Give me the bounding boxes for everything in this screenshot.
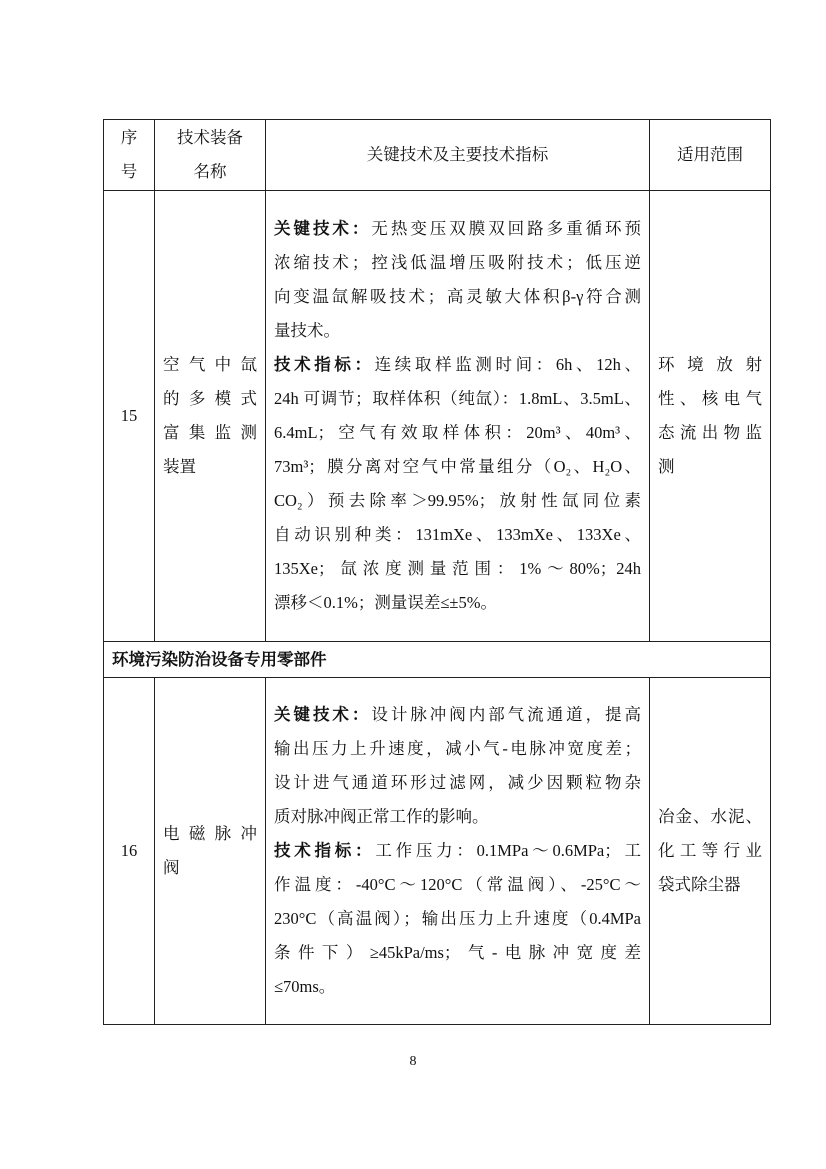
text: 量技术。: [274, 321, 340, 340]
text: 装置: [163, 457, 196, 476]
text: 设计脉冲阀内部气流通道，提高: [371, 705, 642, 724]
spec-line: [274, 936, 641, 970]
text: 6.4mL；空气有效取样体积：20m³、40m³、: [274, 423, 641, 442]
text: 无热变压双膜双回路多重循环预: [371, 219, 642, 238]
spec-line: [274, 970, 641, 1004]
scope-line: [658, 348, 762, 382]
spec-line: [274, 586, 641, 620]
tech-details: [266, 191, 650, 642]
text: 条件下）≥45kPa/ms；气-电脉冲宽度差: [274, 943, 641, 962]
header-name-line: 名称: [193, 162, 227, 181]
spec-line: [274, 902, 641, 936]
text: 向变温氙解吸技术；高灵敏大体积β-γ符合测: [274, 287, 641, 306]
name-line: [163, 851, 257, 885]
text: 空气中氙: [163, 355, 257, 374]
page-number: 8: [409, 1054, 417, 1069]
table-header-row: [104, 120, 771, 191]
application-scope: [650, 678, 771, 1025]
spec-line: [274, 450, 641, 484]
key-tech-line: [274, 314, 641, 348]
text: 冶金、水泥、: [658, 807, 762, 826]
scope-line: [658, 382, 762, 416]
text: 测: [658, 457, 675, 476]
key-tech-line: [274, 212, 641, 246]
text: 230°C（高温阀）；输出压力上升速度（0.4MPa: [274, 909, 641, 928]
application-scope: [650, 191, 771, 642]
header-index: [104, 120, 155, 191]
scope-line: [658, 416, 762, 450]
text: 质对脉冲阀正常工作的影响。: [274, 807, 489, 826]
header-tech: 关键技术及主要技术指标: [266, 120, 650, 191]
text: 输出压力上升速度，减小气-电脉冲宽度差；: [274, 739, 641, 758]
name-line: [163, 348, 257, 382]
label: 关键技术：: [274, 705, 372, 724]
text: 电磁脉冲: [163, 824, 257, 843]
spec-line: [274, 552, 641, 586]
spec-line: [274, 348, 641, 382]
spec-line: [274, 484, 641, 518]
key-tech-line: [274, 698, 641, 732]
tech-details: [266, 678, 650, 1025]
table-row: [104, 678, 771, 1025]
scope-line: [658, 800, 762, 834]
name-line: [163, 817, 257, 851]
key-tech-line: [274, 246, 641, 280]
text: 的多模式: [163, 389, 257, 408]
text: CO₂）预去除率＞99.95%；放射性氙同位素: [274, 491, 641, 510]
text: 工作压力：0.1MPa～0.6MPa；工: [375, 841, 642, 860]
header-name-line: 技术装备: [177, 128, 243, 147]
scope-line: [658, 868, 762, 902]
header-name: [155, 120, 266, 191]
table-row: [104, 191, 771, 642]
text: 环境放射: [658, 355, 762, 374]
text: 135Xe；氙浓度测量范围：1%～80%；24h: [274, 559, 641, 578]
key-tech-line: [274, 732, 641, 766]
spec-line: [274, 518, 641, 552]
text: 阀: [163, 858, 180, 877]
name-line: [163, 450, 257, 484]
equipment-name: [155, 678, 266, 1025]
equipment-name: [155, 191, 266, 642]
text: 连续取样监测时间：6h、12h、: [374, 355, 642, 374]
text: 态流出物监: [658, 423, 762, 442]
header-index-line: 序: [120, 128, 138, 147]
text: 73m³；膜分离对空气中常量组分（O₂、H₂O、: [274, 457, 641, 476]
row-index: 16: [104, 678, 155, 1025]
text: ≤70ms。: [274, 977, 336, 996]
text: 24h 可调节；取样体积（纯氙）：1.8mL、3.5mL、: [274, 389, 641, 408]
key-tech-line: [274, 280, 641, 314]
text: 性、核电气: [658, 389, 762, 408]
label: 技术指标：: [274, 841, 376, 860]
equipment-table: [103, 119, 771, 1025]
label: 技术指标：: [274, 355, 375, 374]
row-index: 15: [104, 191, 155, 642]
text: 作温度：-40°C～120°C（常温阀）、-25°C～: [274, 875, 641, 894]
text: 自动识别种类：131mXe、133mXe、133Xe、: [274, 525, 641, 544]
spec-line: [274, 868, 641, 902]
section-title: 环境污染防治设备专用零部件: [104, 642, 771, 678]
name-line: [163, 382, 257, 416]
scope-line: [658, 450, 762, 484]
spec-line: [274, 416, 641, 450]
label: 关键技术：: [274, 219, 372, 238]
text: 浓缩技术；控浅低温增压吸附技术；低压逆: [274, 253, 641, 272]
text: 设计进气通道环形过滤网，减少因颗粒物杂: [274, 773, 641, 792]
key-tech-line: [274, 800, 641, 834]
scope-line: [658, 834, 762, 868]
text: 化工等行业: [658, 841, 762, 860]
name-line: [163, 416, 257, 450]
text: 漂移＜0.1%；测量误差≤±5%。: [274, 593, 497, 612]
header-scope: 适用范围: [650, 120, 771, 191]
text: 袋式除尘器: [658, 875, 741, 894]
header-index-line: 号: [120, 162, 138, 181]
spec-line: [274, 834, 641, 868]
spec-line: [274, 382, 641, 416]
text: 富集监测: [163, 423, 257, 442]
key-tech-line: [274, 766, 641, 800]
section-row: [104, 642, 771, 678]
